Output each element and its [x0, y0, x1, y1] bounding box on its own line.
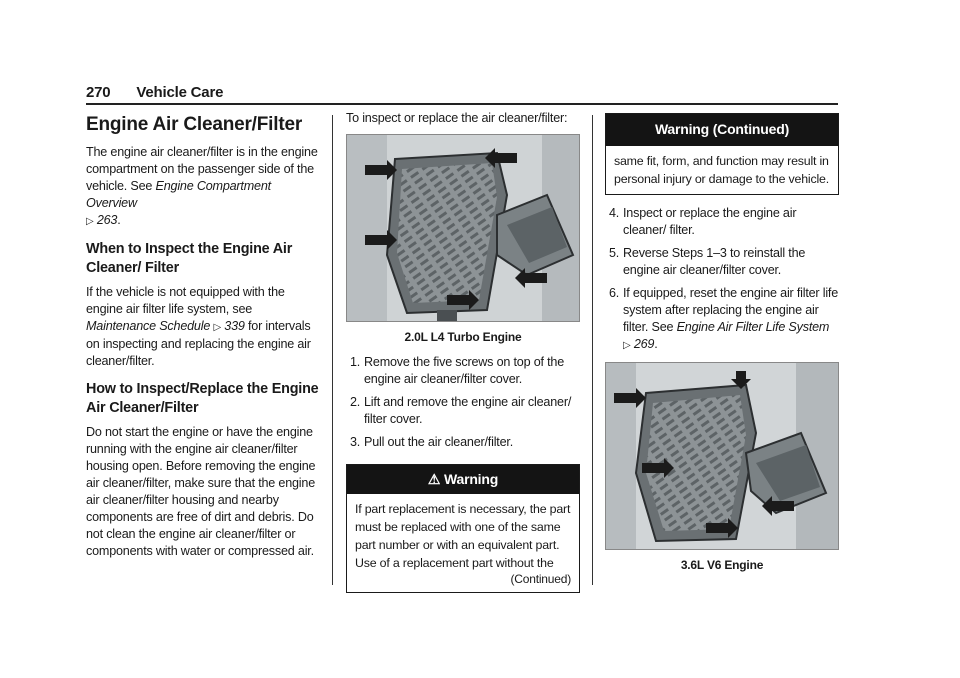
- warning-header: Warning (Continued): [606, 114, 838, 146]
- intro-paragraph: The engine air cleaner/filter is in the engine compartment on the passenger side of the vehicle. See Engine Compartment Overview ▷ 263.: [86, 145, 318, 227]
- list-item: 2. Lift and remove the engine air cleaner/ filter cover.: [350, 395, 572, 426]
- engine-photo-36l: [605, 362, 839, 550]
- subheading-when: When to Inspect the Engine Air Cleaner/ Filter: [86, 241, 293, 276]
- column-middle: [346, 110, 580, 593]
- list-item: 1. Remove the five screws on top of the engine air cleaner/filter cover.: [350, 355, 565, 386]
- figure-caption: 3.6L V6 Engine: [680, 558, 764, 572]
- lead-text: To inspect or replace the air cleaner/filter:: [346, 111, 568, 125]
- page-ref-triangle-icon: ▷: [86, 216, 94, 227]
- xref-link[interactable]: Maintenance Schedule: [86, 319, 211, 333]
- section-heading: Engine Air Cleaner/Filter: [86, 114, 303, 135]
- list-item: 4. Inspect or replace the engine air cleaner/ filter.: [609, 206, 797, 237]
- steps-list: [346, 354, 580, 451]
- warning-header: ⚠ Warning: [347, 465, 579, 494]
- warning-box: [346, 464, 580, 593]
- warning-body: If part replacement is necessary, the part must be replaced with one of the same part number or with an equivalent part. Use of a replacement part without the (Continued): [355, 502, 571, 586]
- header-rule: [86, 103, 838, 105]
- column-right: [605, 113, 839, 582]
- running-header: [86, 84, 223, 101]
- column-left: [86, 108, 322, 568]
- air-cleaner-illustration: [606, 363, 838, 549]
- figure-caption: 2.0L L4 Turbo Engine: [404, 330, 522, 344]
- warning-box-continued: [605, 113, 839, 195]
- list-item: 3. Pull out the air cleaner/filter.: [350, 435, 514, 449]
- column-divider: [332, 115, 333, 585]
- xref-link[interactable]: Engine Air Filter Life System: [676, 320, 830, 334]
- warning-body: same fit, form, and function may result in personal injury or damage to the vehicle.: [614, 154, 829, 186]
- page-ref[interactable]: 339: [224, 319, 245, 333]
- warning-triangle-icon: ⚠: [427, 471, 441, 487]
- page-ref[interactable]: 263: [96, 213, 118, 227]
- continued-label: (Continued): [510, 572, 571, 586]
- steps-list: [605, 205, 839, 354]
- how-paragraph: Do not start the engine or have the engine running with the engine air cleaner/filter housing open. Before removing the engine air cleaner/filter, make sure that the engine air cleaner/filter housing and nearby components are free of dirt and debris. Do not clean the engine air cleaner/filter or components with water or compressed air.: [86, 425, 316, 558]
- page-ref[interactable]: 269: [633, 337, 655, 351]
- page-ref-triangle-icon: ▷: [623, 340, 631, 351]
- xref-link[interactable]: Engine Compartment Overview: [86, 179, 271, 210]
- engine-photo-2l: [346, 134, 580, 322]
- section-title: Vehicle Care: [136, 84, 224, 101]
- when-paragraph: If the vehicle is not equipped with the engine air filter life system, see Maintenance Schedule ▷ 339 for intervals on inspecting and replacing the engine air cleaner/filter.: [86, 285, 311, 368]
- list-item: 5. Reverse Steps 1–3 to reinstall the engine air cleaner/filter cover.: [609, 246, 806, 277]
- page-ref-triangle-icon: ▷: [213, 322, 221, 333]
- page-number: 270: [86, 84, 111, 101]
- air-cleaner-illustration: [347, 135, 579, 321]
- subheading-how: How to Inspect/Replace the Engine Air Cleaner/Filter: [86, 381, 319, 416]
- column-divider: [592, 115, 593, 585]
- list-item: 6. If equipped, reset the engine air filter life system after replacing the engine air filter. See Engine Air Filter Life System ▷ 269.: [609, 286, 839, 351]
